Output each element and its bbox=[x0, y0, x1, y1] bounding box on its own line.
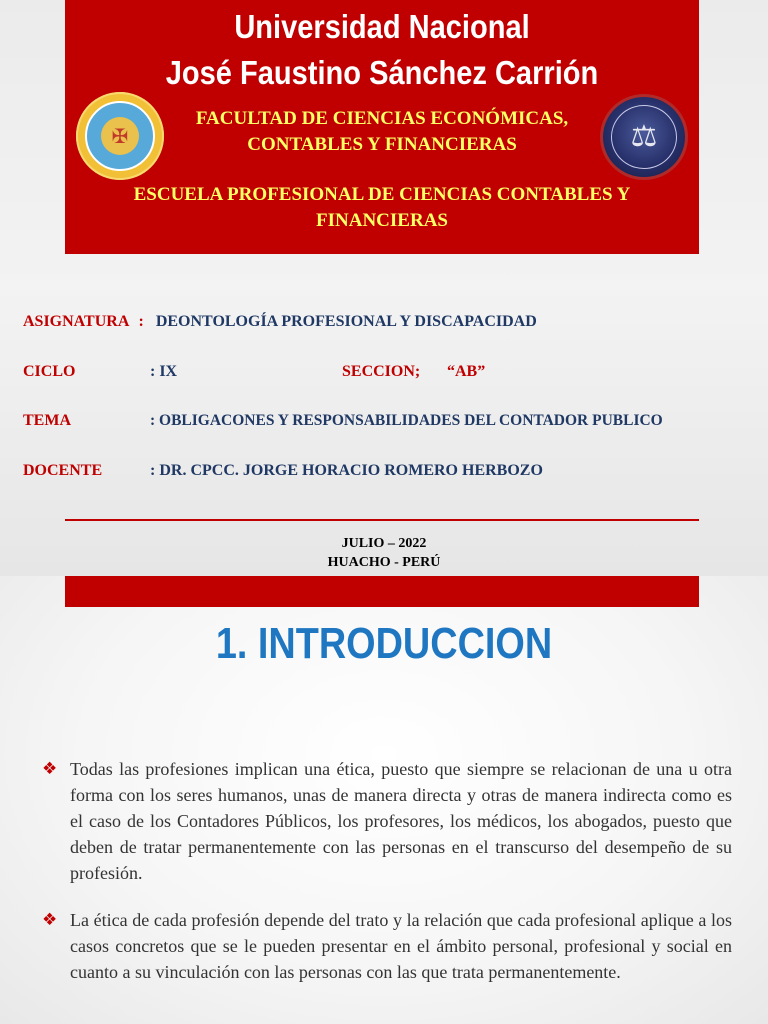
university-name-line2: José Faustino Sánchez Carrión bbox=[165, 54, 599, 91]
bullet-paragraph-2: La ética de cada profesión depende del trato y la relación que cada profesional aplique a los casos concretos que se le pueden presentar en el ámbito personal, profesional y social en cuanto a su vinculación con las personas con las que trata permanentemente. bbox=[70, 910, 732, 982]
bullet-paragraph-1: Todas las profesiones implican una ética, puesto que siempre se relacionan de una u otra forma con los seres humanos, unas de manera directa y otras de manera indirecta como es el caso de los Contadores Públicos, los profesores, los médicos, los abogados, puesto que deben de tratar permanentemente con las personas en el transcurso del desempeño de su profesión. bbox=[70, 759, 732, 883]
location-line: HUACHO - PERÚ bbox=[327, 555, 441, 570]
date-line: JULIO – 2022 bbox=[341, 536, 427, 551]
docente-value: : DR. CPCC. JORGE HORACIO ROMERO HERBOZO bbox=[150, 462, 543, 479]
asignatura-row bbox=[23, 312, 537, 332]
faculty-name-line1: FACULTAD DE CIENCIAS ECONÓMICAS, bbox=[195, 108, 569, 129]
tema-value: : OBLIGACONES Y RESPONSABILIDADES DEL CONTADOR PUBLICO bbox=[150, 412, 663, 429]
school-name-line1: ESCUELA PROFESIONAL DE CIENCIAS CONTABLES Y bbox=[133, 184, 631, 205]
asignatura-separator: : bbox=[138, 313, 144, 330]
ciclo-value: : IX bbox=[150, 363, 178, 380]
faculty-emblem-icon: ⚖ bbox=[600, 94, 688, 180]
section-title: 1. INTRODUCCION bbox=[215, 619, 553, 668]
diamond-bullet-icon: ❖ bbox=[42, 910, 58, 930]
faculty-name bbox=[155, 106, 609, 158]
seccion-label: SECCION; bbox=[342, 363, 421, 380]
diamond-bullet-icon: ❖ bbox=[42, 759, 58, 779]
seccion-value: “AB” bbox=[447, 363, 486, 380]
university-name-line1: Universidad Nacional bbox=[234, 8, 530, 45]
ciclo-label: CICLO bbox=[23, 363, 76, 380]
asignatura-value: DEONTOLOGÍA PROFESIONAL Y DISCAPACIDAD bbox=[155, 313, 537, 330]
divider-line bbox=[65, 519, 699, 521]
asignatura-label: ASIGNATURA bbox=[23, 313, 129, 330]
ciclo-row bbox=[23, 362, 75, 382]
introduction-slide bbox=[0, 576, 768, 1024]
docente-label: DOCENTE bbox=[23, 462, 103, 479]
header-banner bbox=[65, 0, 699, 254]
school-name bbox=[85, 182, 679, 234]
university-seal-icon: ✠ bbox=[76, 92, 164, 180]
header-strip bbox=[65, 576, 699, 607]
school-name-line2: FINANCIERAS bbox=[316, 210, 448, 231]
faculty-name-line2: CONTABLES Y FINANCIERAS bbox=[247, 134, 517, 155]
tema-label: TEMA bbox=[23, 412, 71, 429]
